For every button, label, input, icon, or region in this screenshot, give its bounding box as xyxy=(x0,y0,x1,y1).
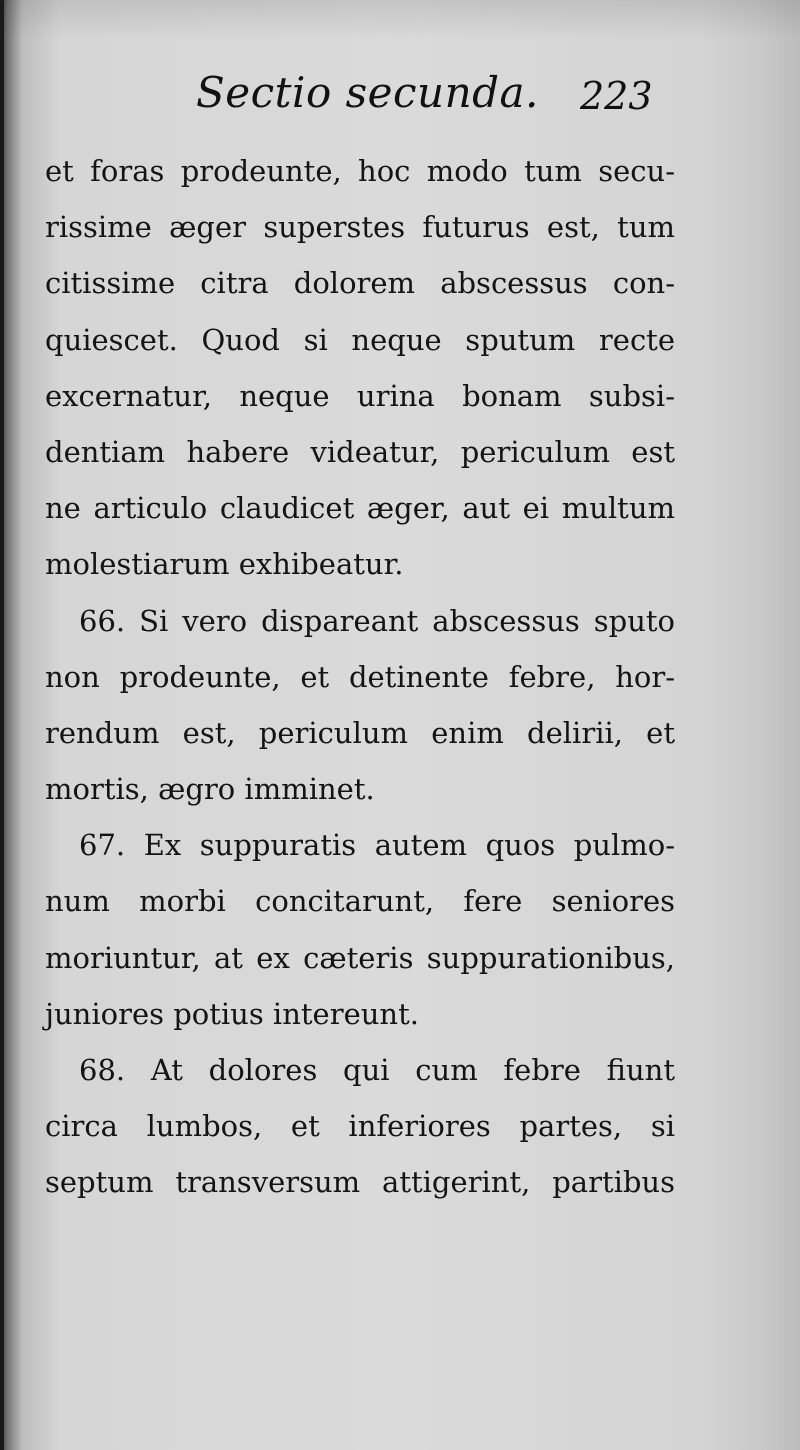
running-title: Sectio secunda. xyxy=(196,68,539,117)
text-line: circa lumbos, et inferiores partes, si xyxy=(45,1109,675,1144)
text-line: molestiarum exhibeatur. xyxy=(45,547,404,582)
paragraph-66-start: 66. Si vero dispareant abscessus sputo xyxy=(79,603,675,638)
text-line: rendum est, periculum enim delirii, et xyxy=(45,715,675,750)
text-line: citissime citra dolorem abscessus con- xyxy=(45,266,675,301)
running-head xyxy=(0,68,800,138)
text-line: excernatur, neque urina bonam subsi- xyxy=(45,378,675,413)
text-line: juniores potius intereunt. xyxy=(45,996,419,1031)
text-line: septum transversum attigerint, partibus xyxy=(45,1165,675,1200)
text-line: non prodeunte, et detinente febre, hor- xyxy=(45,659,675,694)
page-number: 223 xyxy=(580,74,653,118)
text-line: mortis, ægro imminet. xyxy=(45,772,375,807)
text-line: ne articulo claudicet æger, aut ei multum xyxy=(45,491,675,526)
body-text xyxy=(45,143,675,1211)
text-line: num morbi concitarunt, fere seniores xyxy=(45,884,675,919)
text-line: et foras prodeunte, hoc modo tum secu- xyxy=(45,154,675,188)
binding-gutter xyxy=(0,0,4,1450)
paragraph-68-start: 68. At dolores qui cum febre fiunt xyxy=(79,1053,675,1087)
paragraph-67-start: 67. Ex suppuratis autem quos pulmo- xyxy=(79,828,675,863)
text-line: quiescet. Quod si neque sputum recte xyxy=(45,322,675,357)
text-line: dentiam habere videatur, periculum est xyxy=(45,434,675,469)
text-line: moriuntur, at ex cæteris suppurationibus, xyxy=(45,940,675,975)
text-line: rissime æger superstes futurus est, tum xyxy=(45,210,675,245)
